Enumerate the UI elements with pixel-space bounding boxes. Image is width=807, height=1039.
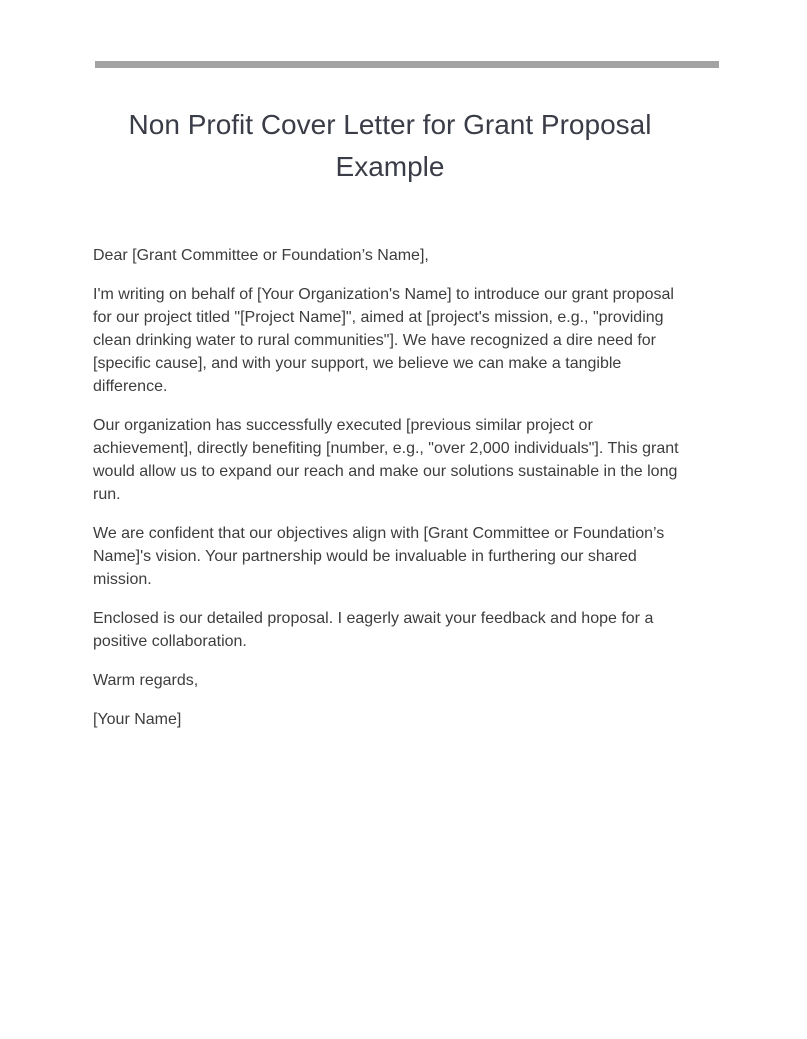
page-title — [95, 104, 685, 188]
paragraph-track-record: Our organization has successfully executed [previous similar project or achievement], directly benefiting [number, e.g., "over 2,000 individuals"]. This grant would allow us to expand our reach and make our solutions sustainable in the long run. — [93, 417, 679, 503]
letter-body — [93, 244, 693, 747]
salutation: Dear [Grant Committee or Foundation’s Name], — [93, 247, 429, 264]
paragraph-intro: I'm writing on behalf of [Your Organization's Name] to introduce our grant proposal for our project titled "[Project Name]", aimed at [project's mission, e.g., "providing clean drinking water to rural communities"]. We have recognized a dire need for [specific cause], and with your support, we believe we can make a tangible difference. — [93, 286, 674, 395]
title-line-2: Example — [335, 151, 445, 182]
closing: Warm regards, — [93, 672, 199, 689]
signature: [Your Name] — [93, 711, 182, 728]
header-rule — [95, 61, 719, 68]
paragraph-enclosure: Enclosed is our detailed proposal. I eagerly await your feedback and hope for a positive collaboration. — [93, 610, 654, 650]
paragraph-alignment: We are confident that our objectives align with [Grant Committee or Foundation’s Name]'s vision. Your partnership would be invaluable in furthering our shared mission. — [93, 525, 665, 588]
title-line-1: Non Profit Cover Letter for Grant Proposal — [128, 109, 652, 140]
